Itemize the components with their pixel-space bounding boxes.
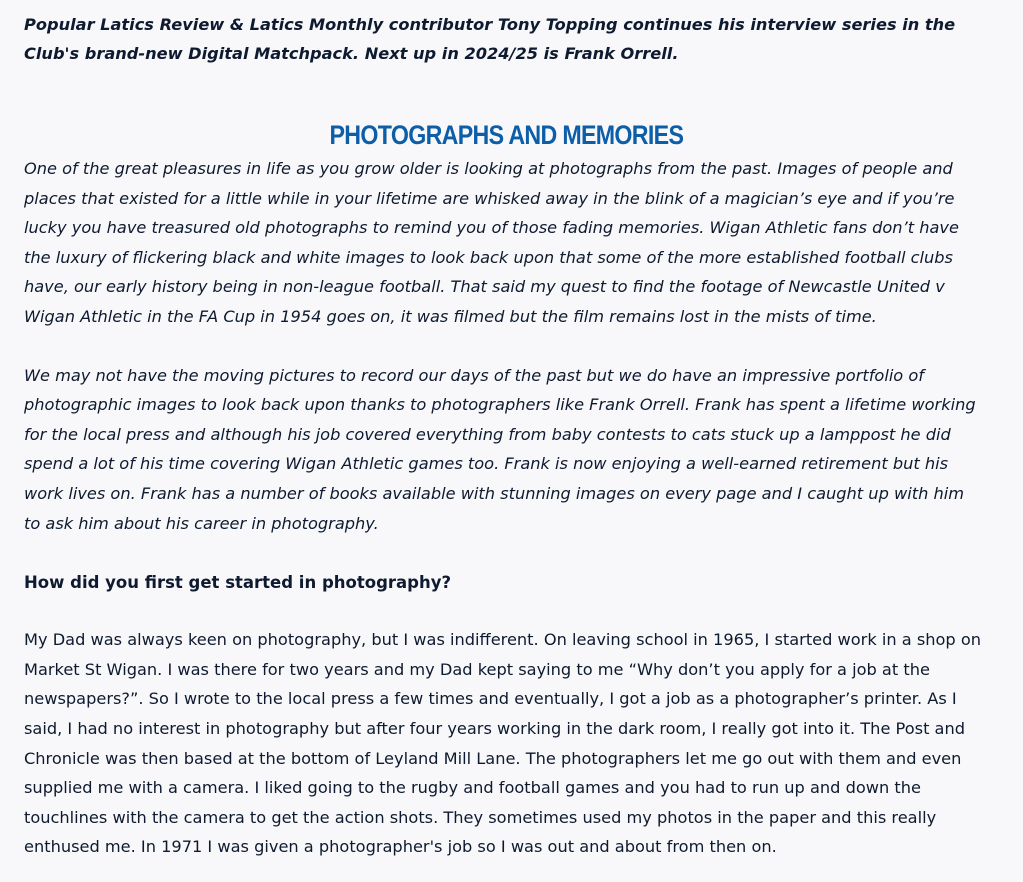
intro-paragraph-1: One of the great pleasures in life as you grow older is looking at photographs from the past. Images of people and places that existed for a little while in your lifetime are whisked away in the blink of a magician’s eye and if you’re lucky you have treasured old photographs to remind you of those fading memories. Wigan Athletic fans don’t have the luxury of flickering black and white images to look back upon that some of the more established football clubs have, our early history being in non-league football. That said my quest to find the footage of Newcastle United v Wigan Athletic in the FA Cup in 1954 goes on, it was filmed but the film remains lost in the mists of time.: [24, 159, 959, 326]
interview-question: How did you first get started in photography?: [24, 573, 452, 593]
intro-paragraph-2: We may not have the moving pictures to record our days of the past but we do have an impressive portfolio of photographic images to look back upon thanks to photographers like Frank Orrell. Frank has spent a lifetime working for the local press and although his job covered everything from baby contests to cats stuck up a lamppost he did spend a lot of his time covering Wigan Athletic games too. Frank is now enjoying a well-earned retirement but his work lives on. Frank has a number of books available with stunning images on every page and I caught up with him to ask him about his career in photography.: [24, 365, 976, 533]
intro-standfirst: Popular Latics Review & Latics Monthly contributor Tony Topping continues his interview series in the Club's brand-new Digital Matchpack. Next up in 2024/25 is Frank Orrell.: [24, 15, 956, 63]
interview-answer: My Dad was always keen on photography, but I was indifferent. On leaving school in 1965, I started work in a shop on Market St Wigan. I was there for two years and my Dad kept saying to me “Why don’t you apply for a job at the newspapers?”. So I wrote to the local press a few times and eventually, I got a job as a photographer’s printer. As I said, I had no interest in photography but after four years working in the dark room, I really got into it. The Post and Chronicle was then based at the bottom of Leyland Mill Lane. The photographers let me go out with them and even supplied me with a camera. I liked going to the rugby and football games and you had to run up and down the touchlines with the camera to get the action shots. They sometimes used my photos in the paper and this really enthused me. In 1971 I was given a photographer's job so I was out and about from then on.: [24, 630, 982, 857]
article: [24, 0, 984, 862]
article-heading: PHOTOGRAPHS AND MEMORIES: [329, 120, 684, 150]
